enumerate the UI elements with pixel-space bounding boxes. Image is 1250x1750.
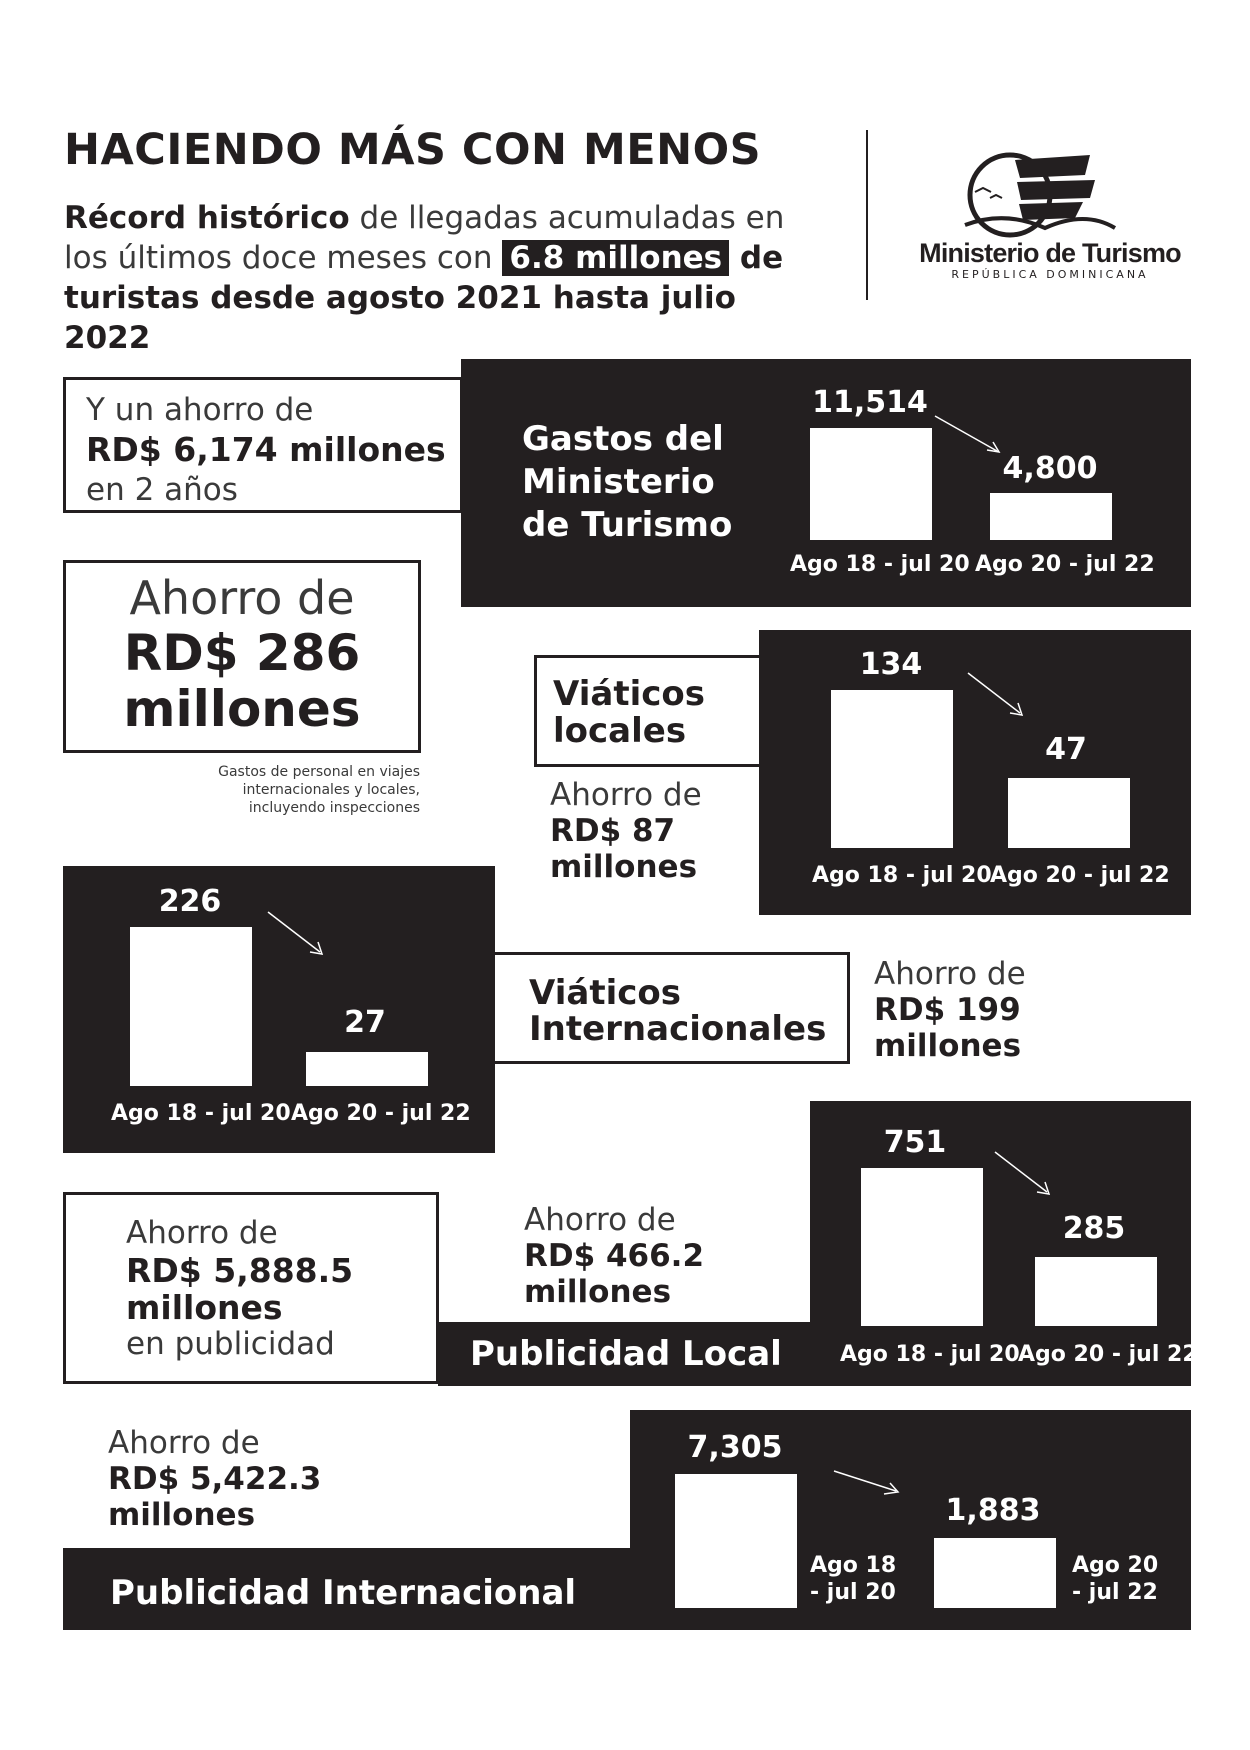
publicidad-local-title: Publicidad Local — [470, 1334, 782, 1374]
personal-saving-box — [63, 560, 421, 753]
subtitle-line3: turistas desde agosto 2021 hasta julio 2022 — [64, 280, 736, 356]
publicidad-local-after-bar — [1035, 1257, 1157, 1326]
page-title: HACIENDO MÁS CON MENOS — [64, 125, 762, 175]
viaticos-locales-before-label: Ago 18 - jul 20 — [812, 863, 992, 888]
viaticos-int-after-bar — [306, 1052, 428, 1086]
viaticos-int-before-value: 226 — [158, 884, 222, 919]
viaticos-int-before-bar — [130, 927, 252, 1086]
viaticos-locales-after-bar — [1008, 778, 1130, 848]
viaticos-locales-label-box: Viáticos locales — [534, 655, 762, 767]
personal-saving-unit: millones — [123, 680, 361, 738]
viaticos-int-arrow-icon — [268, 912, 328, 957]
total-saving-box — [63, 377, 463, 513]
subtitle-line2: los últimos doce meses con — [64, 240, 503, 276]
publicidad-local-arrow-icon — [995, 1152, 1055, 1197]
sun-ship-icon — [915, 140, 1185, 240]
publicidad-local-after-label: Ago 20 - jul 22 — [1018, 1342, 1198, 1367]
publicidad-int-title: Publicidad Internacional — [110, 1573, 577, 1613]
viaticos-locales-before-bar — [831, 690, 953, 848]
personal-saving-line1: Ahorro de — [129, 571, 355, 625]
logo-country: REPÚBLICA DOMINICANA — [951, 268, 1149, 281]
gastos-after-label: Ago 20 - jul 22 — [975, 552, 1155, 577]
total-saving-amount: RD$ 6,174 millones — [86, 430, 446, 469]
publicidad-local-after-value: 285 — [1062, 1211, 1126, 1246]
personal-note: Gastos de personal en viajes internacionales y locales, incluyendo inspecciones — [218, 764, 420, 816]
publicidad-int-before-bar — [675, 1474, 797, 1608]
gastos-after-bar — [990, 493, 1112, 540]
viaticos-locales-saving: Ahorro de RD$ 87 millones — [550, 777, 702, 885]
publicidad-local-saving: Ahorro de RD$ 466.2 millones — [524, 1202, 705, 1310]
viaticos-locales-before-value: 134 — [859, 647, 923, 682]
personal-saving-amount: RD$ 286 — [123, 624, 361, 682]
viaticos-int-after-value: 27 — [344, 1005, 386, 1040]
publicidad-int-saving: Ahorro de RD$ 5,422.3 millones — [108, 1425, 322, 1533]
publicidad-local-before-label: Ago 18 - jul 20 — [840, 1342, 1020, 1367]
viaticos-locales-after-value: 47 — [1045, 732, 1087, 767]
header-divider — [866, 130, 868, 300]
total-saving-line3: en 2 años — [86, 472, 238, 508]
viaticos-int-after-label: Ago 20 - jul 22 — [291, 1101, 471, 1126]
publicidad-local-before-bar — [861, 1168, 983, 1326]
viaticos-int-label-box: Viáticos Internacionales — [492, 952, 850, 1064]
ministry-logo — [915, 140, 1185, 285]
gastos-title: Gastos del Ministerio de Turismo — [522, 419, 733, 545]
subtitle-light: de llegadas acumuladas en — [349, 200, 785, 236]
total-saving-line1: Y un ahorro de — [86, 392, 314, 428]
publicidad-int-before-value: 7,305 — [687, 1430, 783, 1465]
viaticos-locales-arrow-icon — [968, 673, 1028, 718]
publicidad-int-before-label: Ago 18 - jul 20 — [810, 1553, 897, 1605]
subtitle — [64, 198, 824, 358]
viaticos-locales-after-label: Ago 20 - jul 22 — [990, 863, 1170, 888]
publicidad-int-arrow-icon — [834, 1471, 904, 1496]
publicidad-int-after-bar — [934, 1538, 1056, 1608]
subtitle-after-highlight: de — [729, 240, 784, 276]
viaticos-int-saving: Ahorro de RD$ 199 millones — [874, 956, 1026, 1064]
gastos-arrow-icon — [935, 416, 1005, 456]
logo-name: Ministerio de Turismo — [919, 238, 1181, 268]
publicidad-int-after-label: Ago 20 - jul 22 — [1072, 1553, 1159, 1605]
publicidad-int-after-value: 1,883 — [945, 1493, 1041, 1528]
publicidad-local-before-value: 751 — [883, 1125, 947, 1160]
highlight-badge: 6.8 millones — [502, 240, 729, 276]
gastos-before-bar — [810, 428, 932, 540]
publicidad-total-box: Ahorro de RD$ 5,888.5 millones en publicidad — [63, 1192, 439, 1384]
gastos-before-label: Ago 18 - jul 20 — [790, 552, 970, 577]
gastos-before-value: 11,514 — [812, 385, 928, 420]
subtitle-bold: Récord histórico — [64, 200, 350, 236]
gastos-after-value: 4,800 — [1002, 451, 1098, 486]
viaticos-int-before-label: Ago 18 - jul 20 — [111, 1101, 291, 1126]
